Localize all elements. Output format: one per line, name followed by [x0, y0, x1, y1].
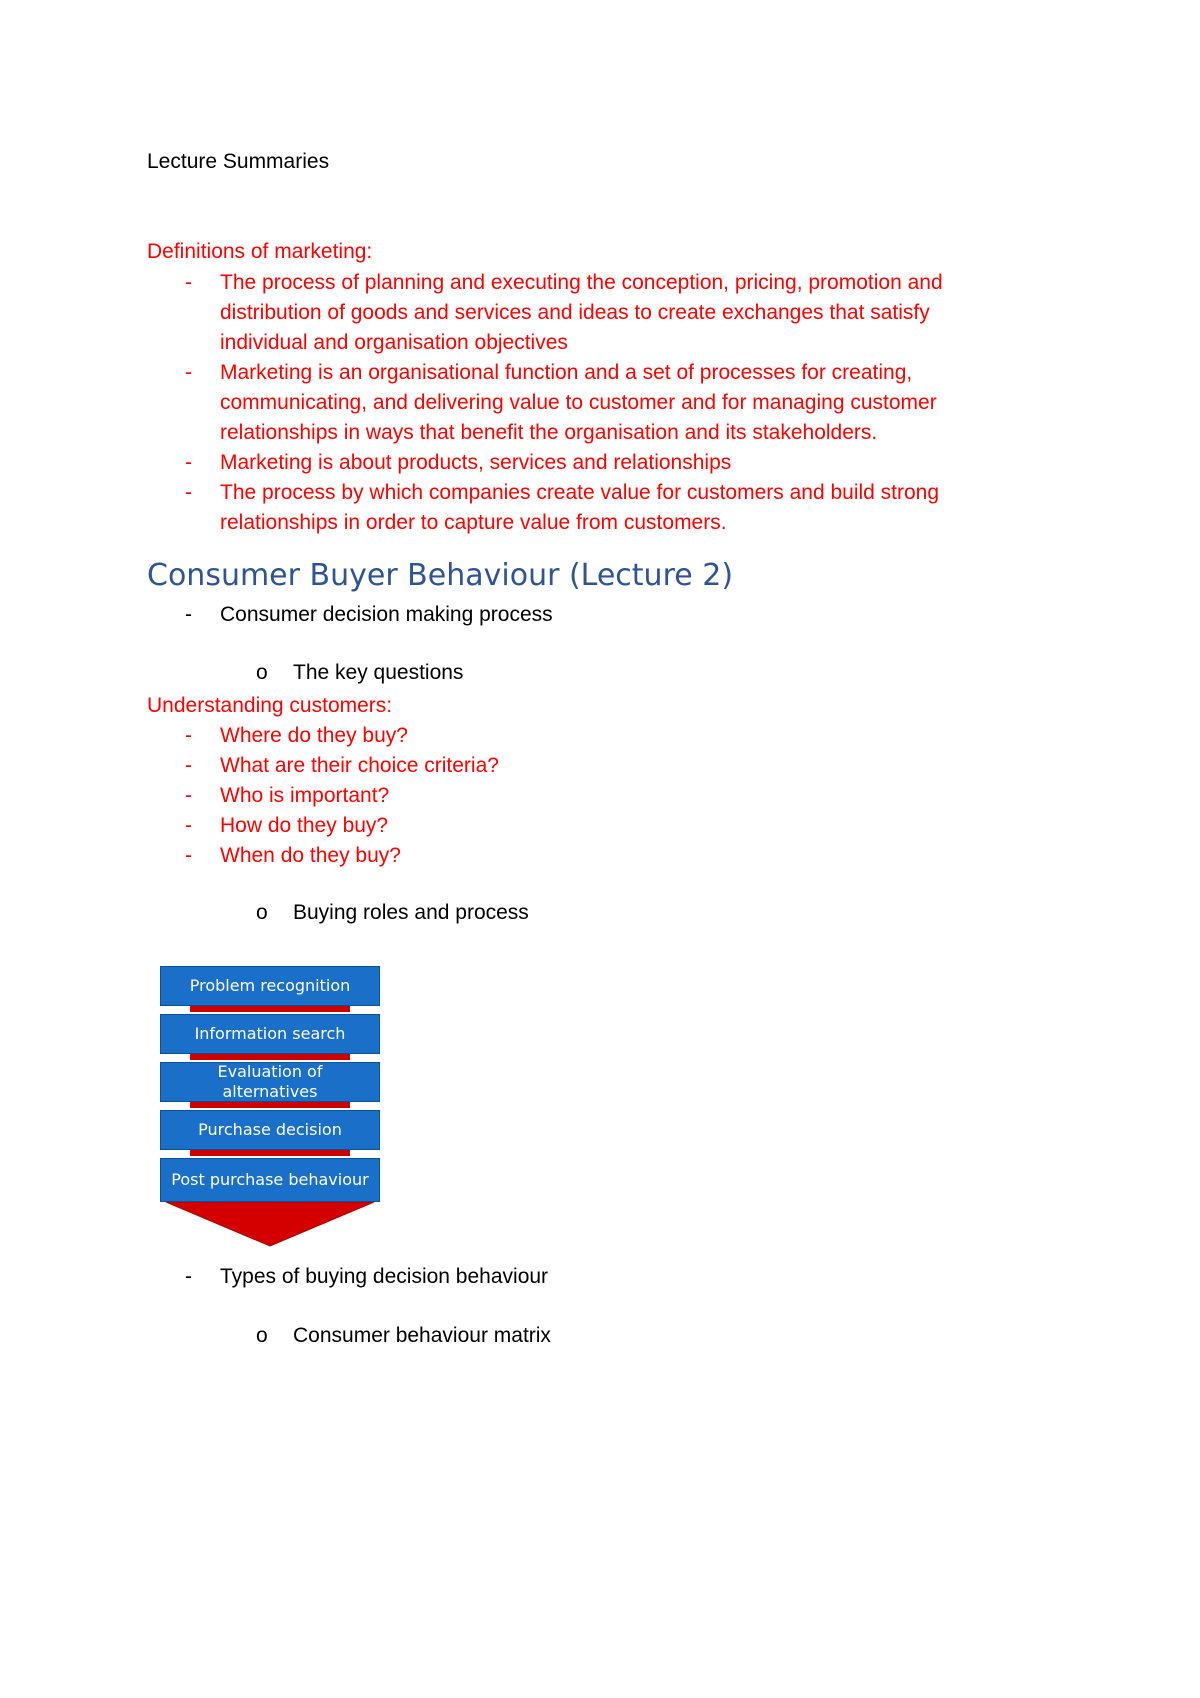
section-heading: Consumer Buyer Behaviour (Lecture 2) [147, 558, 734, 593]
question-text: Who is important? [220, 784, 390, 807]
flow-step-evaluation: Evaluation of alternatives [160, 1062, 380, 1102]
definition-text: The process by which companies create value for customers and build strong relationships in order to capture value from customers. [220, 481, 940, 534]
list-item [147, 358, 1000, 448]
question-text: How do they buy? [220, 814, 389, 837]
questions-list [147, 721, 1000, 871]
dash-bullet: - [185, 754, 192, 777]
list-item [147, 751, 1000, 781]
definition-text: Marketing is about products, services and relationships [220, 451, 732, 474]
sub-item-buying-roles [256, 898, 529, 928]
dash-bullet: - [185, 844, 192, 867]
circle-bullet: o [256, 661, 268, 684]
circle-bullet: o [256, 1324, 268, 1347]
list-item [147, 600, 1000, 630]
list-item-text: Consumer decision making process [220, 603, 553, 626]
dash-bullet: - [185, 481, 192, 504]
list-item [147, 1262, 1000, 1292]
buying-process-diagram [160, 966, 380, 1246]
circle-bullet: o [256, 901, 268, 924]
flow-step-post-purchase: Post purchase behaviour [160, 1158, 380, 1202]
dash-bullet: - [185, 603, 192, 626]
list-item [147, 811, 1000, 841]
question-text: What are their choice criteria? [220, 754, 499, 777]
flow-step-purchase-decision: Purchase decision [160, 1110, 380, 1150]
question-text: Where do they buy? [220, 724, 408, 747]
definition-text: Marketing is an organisational function and a set of processes for creating, communicating, and delivering value to customer and for managing customer relationships in ways that benefit the organisation and its stakeholders. [220, 361, 937, 444]
question-text: When do they buy? [220, 844, 401, 867]
definitions-list [147, 268, 1000, 538]
flow-step-information-search: Information search [160, 1014, 380, 1054]
dash-bullet: - [185, 814, 192, 837]
definition-text: The process of planning and executing the conception, pricing, promotion and distribution of goods and services and ideas to create exchanges that satisfy individual and organisation objectives [220, 271, 943, 354]
sub-item-text: Consumer behaviour matrix [293, 1324, 551, 1347]
dash-bullet: - [185, 451, 192, 474]
sub-item-text: The key questions [293, 661, 464, 684]
list-item-text: Types of buying decision behaviour [220, 1265, 549, 1288]
sub-item-text: Buying roles and process [293, 901, 529, 924]
list-item [147, 448, 1000, 478]
sub-item-behaviour-matrix [256, 1321, 551, 1351]
dash-bullet: - [185, 271, 192, 294]
decision-process-list [147, 600, 1000, 630]
list-item [147, 721, 1000, 751]
list-item [147, 841, 1000, 871]
document-title: Lecture Summaries [147, 150, 330, 173]
dash-bullet: - [185, 361, 192, 384]
definitions-label: Definitions of marketing: [147, 240, 373, 263]
list-item [147, 781, 1000, 811]
flow-step-problem-recognition: Problem recognition [160, 966, 380, 1006]
sub-item-key-questions [256, 658, 463, 688]
list-item [147, 268, 1000, 358]
understanding-label: Understanding customers: [147, 694, 393, 717]
dash-bullet: - [185, 784, 192, 807]
list-item [147, 478, 1000, 538]
buying-behaviour-list [147, 1262, 1000, 1292]
arrow-down-icon [160, 1202, 380, 1250]
dash-bullet: - [185, 1265, 192, 1288]
dash-bullet: - [185, 724, 192, 747]
